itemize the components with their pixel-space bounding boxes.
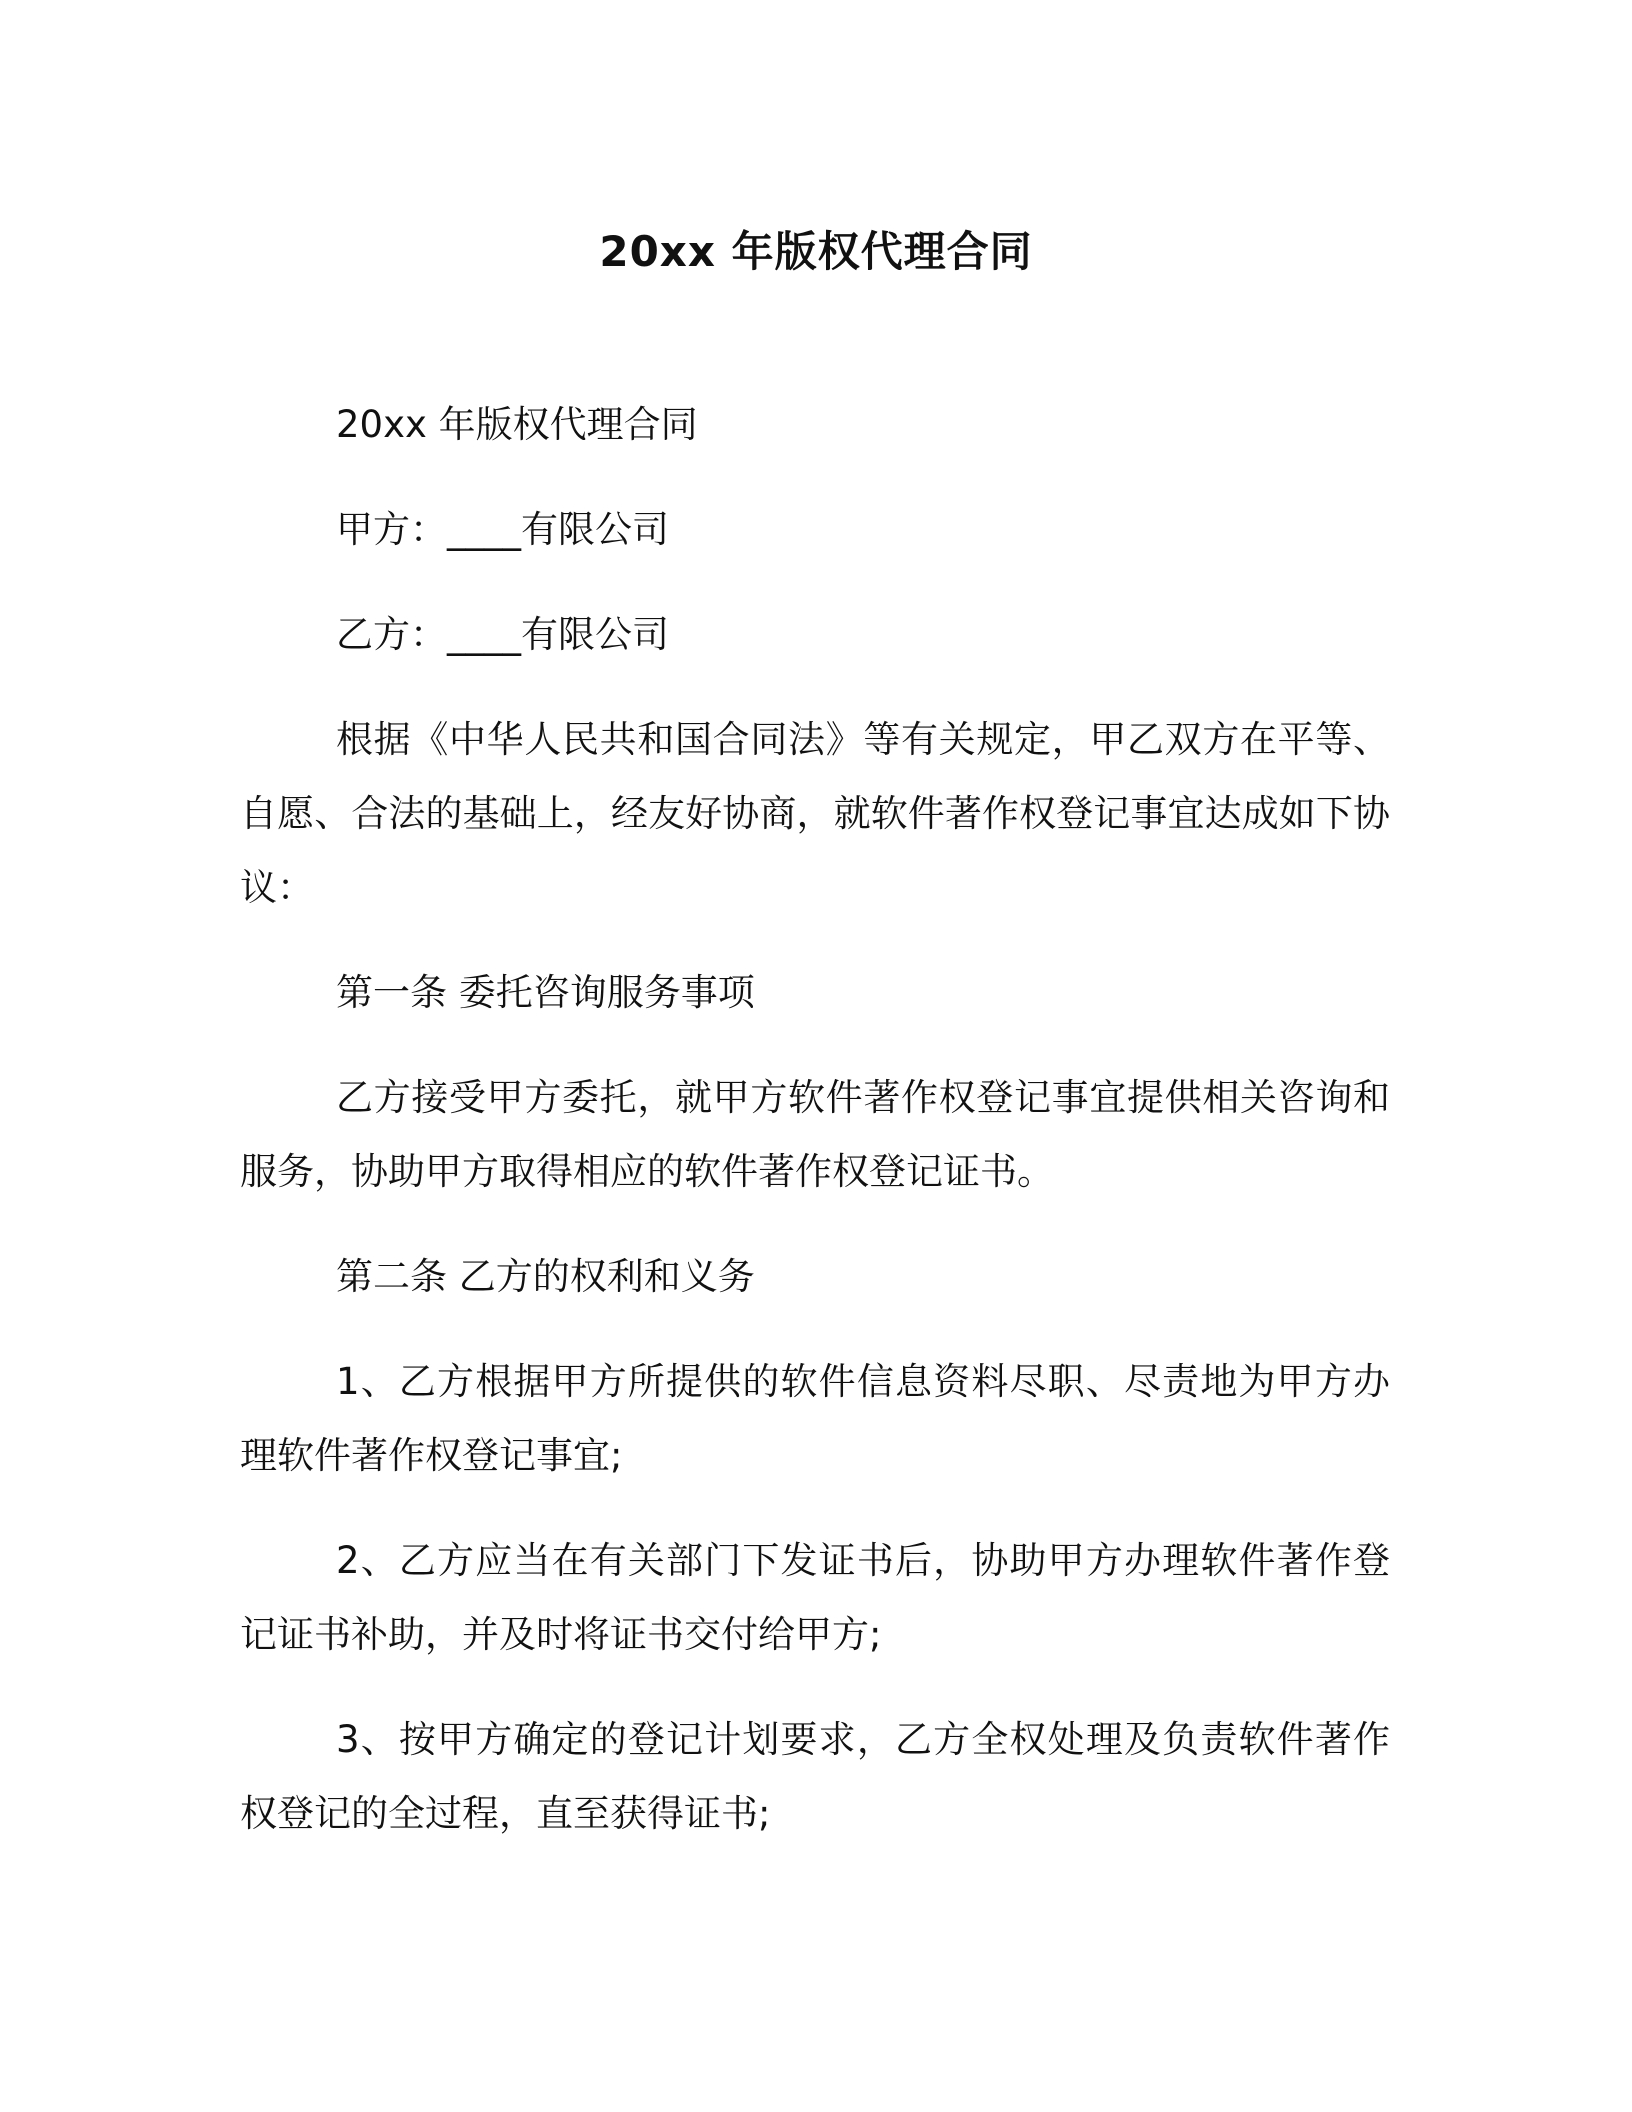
article-1-text: 乙方接受甲方委托，就甲方软件著作权登记事宜提供相关咨询和服务，协助甲方取得相应的软件著作权登记证书。 [240,1076,1390,1193]
contract-heading: 20xx 年版权代理合同 [336,403,698,446]
party-b: 乙方：____有限公司 [336,613,669,656]
article-2-item-3: 3、按甲方确定的登记计划要求，乙方全权处理及负责软件著作权登记的全过程，直至获得证书; [240,1718,1390,1835]
preamble-paragraph: 根据《中华人民共和国合同法》等有关规定，甲乙双方在平等、自愿、合法的基础上，经友好协商，就软件著作权登记事宜达成如下协议： [240,718,1390,909]
article-2-item-1: 1、乙方根据甲方所提供的软件信息资料尽职、尽责地为甲方办理软件著作权登记事宜; [240,1360,1390,1477]
article-2-heading: 第二条 乙方的权利和义务 [336,1255,755,1298]
article-2-item-2: 2、乙方应当在有关部门下发证书后，协助甲方办理软件著作登记证书补助，并及时将证书交付给甲方; [240,1539,1390,1656]
document-title: 20xx 年版权代理合同 [599,227,1033,276]
article-1-heading: 第一条 委托咨询服务事项 [336,971,755,1014]
party-a: 甲方：____有限公司 [336,508,669,551]
document-body [240,388,1390,1851]
